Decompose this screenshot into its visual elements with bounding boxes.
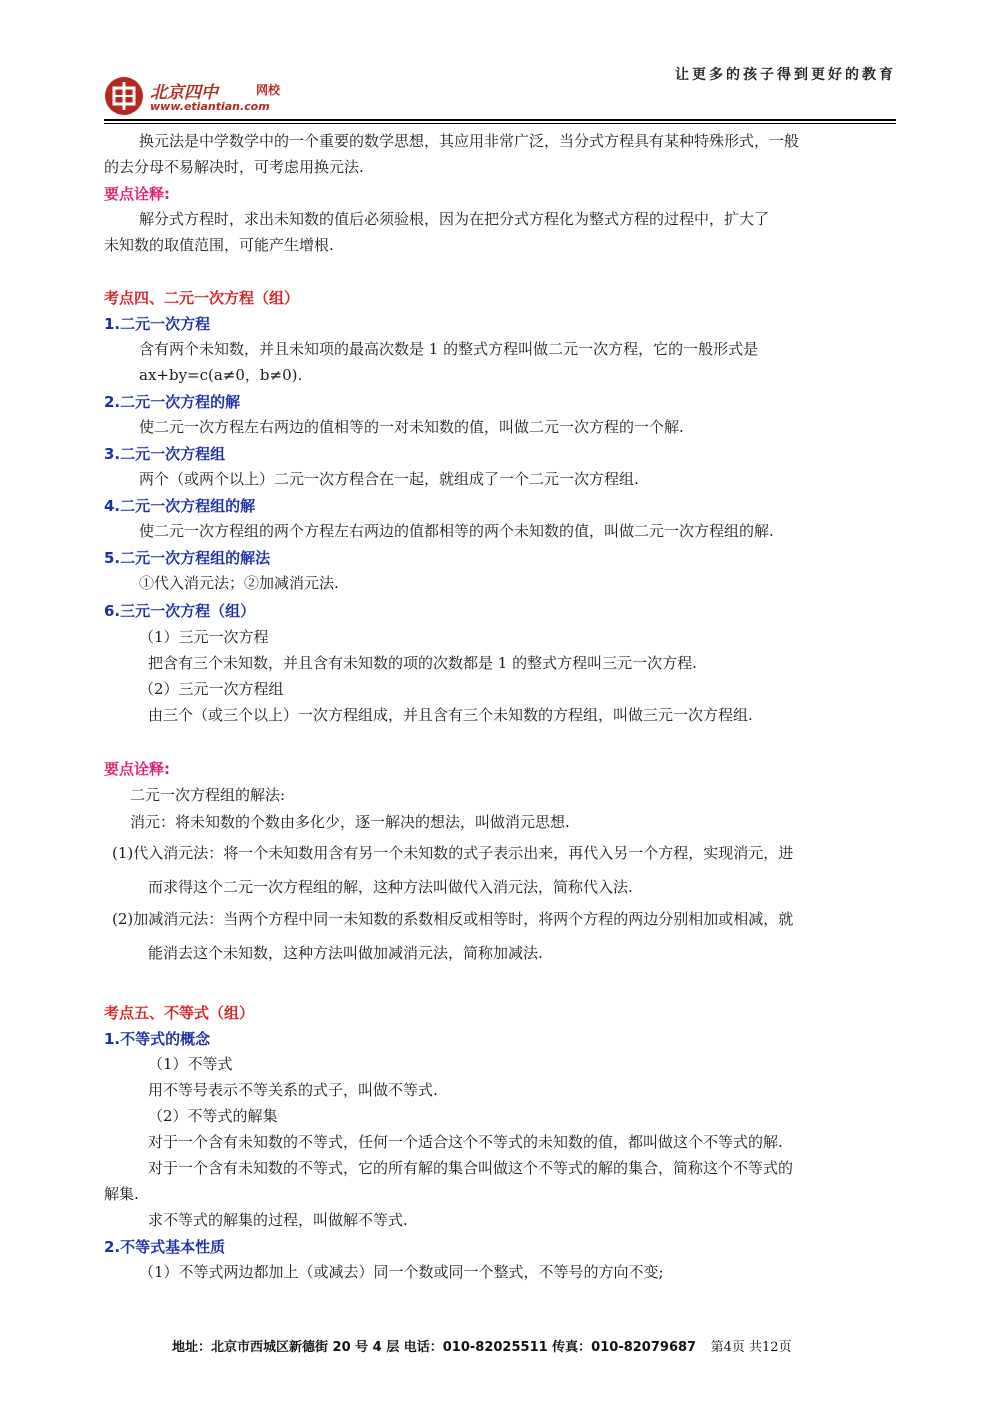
section4-para-6c: （2）三元一次方程组 — [139, 680, 284, 698]
section4-para-3: 两个（或两个以上）二元一次方程合在一起，就组成了一个二元一次方程组. — [139, 470, 639, 488]
intro-note-line-1: 解分式方程时，求出未知数的值后必须验根，因为在把分式方程化为整式方程的过程中，扩大了 — [139, 210, 770, 228]
logo — [104, 74, 304, 118]
intro-line-2: 的去分母不易解决时，可考虑用换元法. — [104, 158, 364, 176]
logo-sub: 网校 — [256, 83, 281, 97]
section4-para-6d: 由三个（或三个以上）一次方程组成，并且含有三个未知数的方程组，叫做三元一次方程组. — [148, 706, 753, 724]
section4-note-2: 消元：将未知数的个数由多化少，逐一解决的想法，叫做消元思想. — [130, 813, 570, 831]
logo-url: www.etiantian.com — [150, 100, 270, 113]
header-slogan: 让更多的孩子得到更好的教育 — [675, 67, 896, 83]
intro-line-1: 换元法是中学数学中的一个重要的数学思想，其应用非常广泛，当分式方程具有某种特殊形式，一般 — [139, 132, 800, 150]
section4-para-6a: （1）三元一次方程 — [139, 628, 269, 646]
section4-heading-1: 1.二元一次方程 — [104, 315, 211, 333]
section5-para-3: （2）不等式的解集 — [148, 1107, 278, 1125]
section5-heading-1: 1.不等式的概念 — [104, 1030, 211, 1048]
section4-heading-3: 3.二元一次方程组 — [104, 445, 226, 463]
section4-note-3b: 而求得这个二元一次方程组的解，这种方法叫做代入消元法，简称代入法. — [148, 878, 633, 896]
section5-para-2: 用不等号表示不等关系的式子，叫做不等式. — [148, 1081, 438, 1099]
section4-note-title: 要点诠释: — [104, 760, 170, 778]
section5-para-5b: 解集. — [104, 1185, 139, 1203]
section4-para-5: ①代入消元法；②加减消元法. — [139, 574, 339, 592]
section5-para-6: 求不等式的解集的过程，叫做解不等式. — [148, 1211, 408, 1229]
section4-note-4b: 能消去这个未知数，这种方法叫做加减消元法，简称加减法. — [148, 944, 543, 962]
header-rule-thin — [104, 123, 896, 124]
section4-title: 考点四、二元一次方程（组） — [104, 289, 300, 307]
section4-para-1a: 含有两个未知数，并且未知项的最高次数是 1 的整式方程叫做二元一次方程，它的一般形式是 — [139, 340, 759, 358]
section4-para-4: 使二元一次方程组的两个方程左右两边的值都相等的两个未知数的值，叫做二元一次方程组的解. — [139, 522, 774, 540]
section4-heading-5: 5.二元一次方程组的解法 — [104, 549, 271, 567]
section5-heading-2: 2.不等式基本性质 — [104, 1238, 226, 1256]
section4-heading-4: 4.二元一次方程组的解 — [104, 497, 256, 515]
logo-name: 北京四中 — [150, 83, 218, 103]
footer-page-number: 第4页 共12页 — [710, 1340, 792, 1355]
footer-address: 地址：北京市西城区新德街 20 号 4 层 电话：010-82025511 传真：010-82079687 — [172, 1340, 697, 1355]
section4-heading-2: 2.二元一次方程的解 — [104, 393, 241, 411]
section4-heading-6: 6.三元一次方程（组） — [104, 602, 256, 620]
section5-para-4: 对于一个含有未知数的不等式，任何一个适合这个不等式的未知数的值，都叫做这个不等式的解. — [148, 1133, 783, 1151]
section4-para-1b: ax+by=c(a≠0，b≠0). — [139, 366, 303, 384]
footer — [172, 1336, 792, 1355]
section5-para-7: （1）不等式两边都加上（或减去）同一个数或同一个整式，不等号的方向不变; — [139, 1263, 664, 1281]
section4-para-6b: 把含有三个未知数，并且含有未知数的项的次数都是 1 的整式方程叫三元一次方程. — [148, 654, 697, 672]
section5-para-5a: 对于一个含有未知数的不等式，它的所有解的集合叫做这个不等式的解的集合，简称这个不等式的 — [148, 1159, 794, 1177]
intro-note-title: 要点诠释: — [104, 185, 170, 203]
header-rule-thick — [104, 119, 896, 121]
section4-para-2: 使二元一次方程左右两边的值相等的一对未知数的值，叫做二元一次方程的一个解. — [139, 418, 684, 436]
section5-title: 考点五、不等式（组） — [104, 1004, 255, 1022]
section5-para-1: （1）不等式 — [148, 1055, 233, 1073]
logo-emblem-icon — [104, 76, 144, 116]
section4-note-1: 二元一次方程组的解法: — [130, 786, 286, 804]
section4-note-4a: (2)加减消元法：当两个方程中同一未知数的系数相反或相等时，将两个方程的两边分别相加或相减，就 — [112, 910, 794, 928]
intro-note-line-2: 未知数的取值范围，可能产生增根. — [104, 236, 334, 254]
section4-note-3a: (1)代入消元法：将一个未知数用含有另一个未知数的式子表示出来，再代入另一个方程，实现消元，进 — [112, 844, 794, 862]
